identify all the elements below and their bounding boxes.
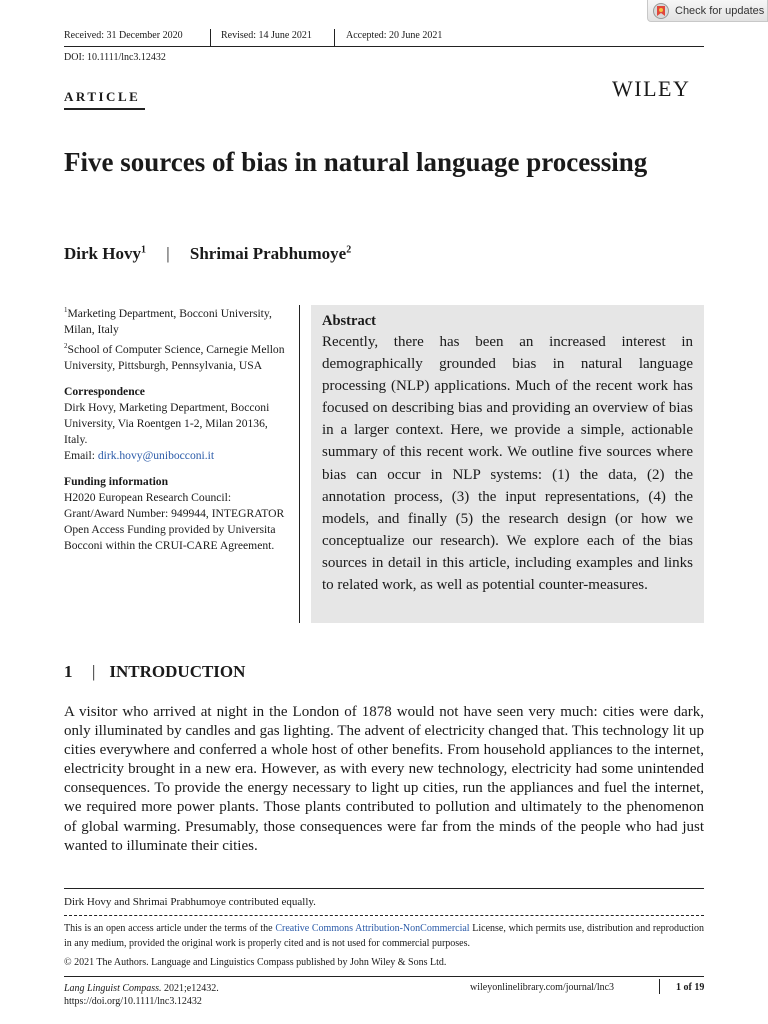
article-dates: [64, 30, 183, 41]
section-number: 1: [64, 662, 73, 681]
check-for-updates-label: Check for updates: [675, 4, 765, 17]
article-type-label: ARTICLE: [64, 89, 141, 104]
check-for-updates-icon: [653, 3, 669, 19]
check-for-updates-button[interactable]: [647, 0, 768, 22]
column-divider: [299, 305, 300, 623]
footnote-dashed-rule: [64, 915, 704, 916]
contribution-note: Dirk Hovy and Shrimai Prabhumoye contributed equally.: [64, 896, 316, 908]
body-paragraph: A visitor who arrived at night in the London of 1878 would not have seen very much: cities were dark, only illuminated by candles and gas lighting. The advent of electricity changed that. This technology lit up cities everywhere and conferred a whole host of other benefits. From household appliances to the internet, electricity brought in a new era. However, as with every new technology, electricity had some unintended consequences. To provide the energy necessary to light up cities, run the appliances and fuel the internet, we required more power plants. Those plants contributed to pollution and ultimately to the phenomenon of global warming. Presumably, those consequences were far from the minds of the people who had just wanted to illuminate their cities.: [64, 704, 704, 854]
accepted-date: Accepted: 20 June 2021: [346, 30, 443, 41]
correspondence-email-line: [64, 448, 286, 464]
affiliation: [64, 338, 286, 374]
author-affiliation-mark: 2: [346, 244, 352, 256]
email-label: Email:: [64, 448, 98, 462]
correspondence-heading: Correspondence: [64, 384, 145, 398]
copyright-note: © 2021 The Authors. Language and Linguistics Compass published by John Wiley & Sons Ltd.: [64, 957, 447, 968]
affiliation-mark: 2: [64, 341, 68, 350]
section-title: INTRODUCTION: [109, 662, 246, 681]
abstract-text: Recently, there has been an increased interest in demographically grounded bias in natural language processing (NLP) applications. Much of the recent work has focused on describing bias and providing an overview of bias in a larger context. Here, we provide a simple, actionable summary of this recent work. We outline five sources where bias can occur in NLP systems: (1) the data, (2) the annotation process, (3) the input representations, (4) the models, and finally (5) the research design (or how we conceptualize our research). We explore each of the bias sources in detail in this article, including examples and links to related work, as well as potential counter-measures.: [322, 334, 693, 594]
email-link[interactable]: dirk.hovy@unibocconi.it: [97, 448, 215, 462]
author-name[interactable]: Dirk Hovy: [64, 244, 141, 263]
abstract-heading: Abstract: [322, 313, 376, 329]
author-separator: |: [166, 244, 170, 263]
affiliation-mark: 1: [64, 306, 68, 314]
footer-divider: [659, 979, 660, 994]
date-divider: [210, 29, 211, 46]
license-text: License, which permits use, distribution and reproduction in any medium, provided the original work is properly cited and is not used for commercial purposes.: [64, 923, 704, 949]
footnote-rule: [64, 888, 704, 889]
author-affiliation-mark: 1: [140, 244, 146, 256]
publisher-logo: WILEY: [612, 76, 691, 101]
funding-line: H2020 European Research Council: Grant/Award Number: 949944, INTEGRATOR: [64, 490, 285, 520]
date-divider: [334, 29, 335, 46]
author-list: [64, 244, 351, 264]
revised-date: Revised: 14 June 2021: [221, 30, 312, 41]
section-heading: [64, 662, 245, 682]
section-separator: |: [92, 662, 96, 681]
funding-heading: Funding information: [64, 474, 169, 488]
page-number: 1 of 19: [676, 982, 705, 993]
journal-doi-link[interactable]: https://doi.org/10.1111/lnc3.12432: [64, 996, 202, 1007]
funding-line: Open Access Funding provided by Universita Bocconi within the CRUI-CARE Agreement.: [64, 522, 276, 552]
received-date: Received: 31 December 2020: [64, 30, 183, 41]
affiliation-text: School of Computer Science, Carnegie Mellon University, Pittsburgh, Pennsylvania, USA: [64, 342, 285, 372]
affiliation: [64, 302, 286, 338]
abstract-box: [311, 305, 704, 623]
author-name[interactable]: Shrimai Prabhumoye: [189, 244, 347, 263]
article-type-underline: [64, 108, 145, 110]
license-link[interactable]: Creative Commons Attribution-NonCommercial: [275, 923, 470, 934]
article-info-column: [64, 302, 286, 554]
journal-year: 2021;e12432.: [161, 983, 219, 994]
journal-site-link[interactable]: wileyonlinelibrary.com/journal/lnc3: [470, 982, 615, 993]
doi[interactable]: DOI: 10.1111/lnc3.12432: [64, 52, 166, 63]
correspondence-text: Dirk Hovy, Marketing Department, Bocconi University, Via Roentgen 1-2, Milan 20136, Italy.: [64, 400, 270, 446]
paper-title: Five sources of bias in natural language processing: [64, 147, 648, 177]
license-text: This is an open access article under the terms of the: [64, 923, 276, 934]
header-rule: [64, 46, 704, 47]
journal-citation: [64, 982, 219, 1008]
affiliation-text: Marketing Department, Bocconi University, Milan, Italy: [64, 306, 272, 336]
license-note: [64, 921, 704, 951]
footer-rule: [64, 976, 704, 977]
journal-name: Lang Linguist Compass.: [64, 983, 162, 994]
